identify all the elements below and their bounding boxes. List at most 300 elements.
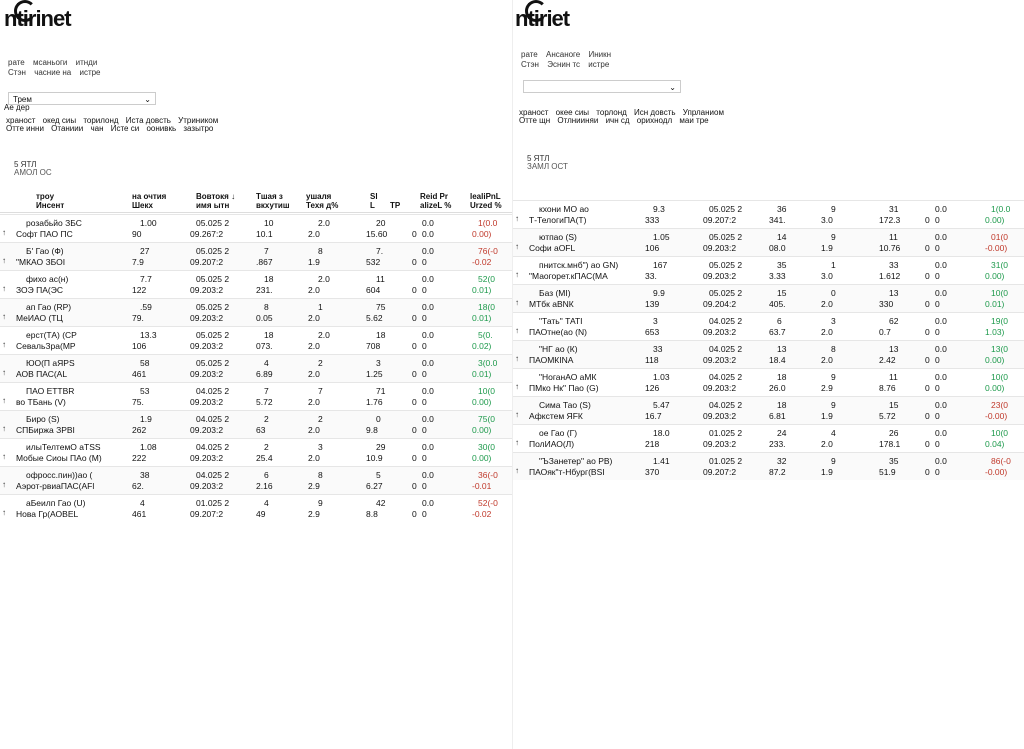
cell-c1: 1 (318, 302, 323, 312)
cell-u2: 0.01) (472, 369, 492, 379)
cell-u1: 10(0 (991, 288, 1009, 298)
tab[interactable]: торилонд (83, 116, 119, 125)
cell-n2: МеИАО (ТЦ (16, 313, 63, 323)
filter-select[interactable] (523, 80, 681, 93)
menu-item[interactable]: Стэн (521, 60, 539, 69)
cell-tp: 0 (412, 397, 417, 407)
cell-u2: -0.00) (985, 243, 1008, 253)
cell-c2: 1.9 (821, 411, 833, 421)
cell-n1: ерст(ТА) (СР (26, 330, 77, 340)
cell-q1: 6 (777, 316, 782, 326)
cell-p2: 126 (645, 383, 660, 393)
cell-t2: 09.203:2 (703, 411, 737, 421)
cell-u1: 86(-0 (991, 456, 1011, 466)
cell-n1: ое Гао (Г) (539, 428, 578, 438)
cell-q1: 10 (264, 218, 274, 228)
cell-r2: 0 (422, 369, 427, 379)
cell-q1: 36 (777, 204, 787, 214)
table-row[interactable] (513, 424, 1024, 452)
cell-q2: 63.7 (769, 327, 786, 337)
cell-n1: ютпао (S) (539, 232, 577, 242)
cell-t1: 01.025 2 (196, 498, 230, 508)
menu-item[interactable]: Иникн (588, 50, 612, 59)
up-arrow-icon: ↑ (515, 466, 519, 475)
cell-t2: 09.203:2 (190, 285, 224, 295)
menu-item[interactable]: часние на (34, 68, 72, 77)
cell-q2: 5.72 (256, 397, 273, 407)
tab[interactable]: Отаниии (51, 124, 84, 133)
cell-c2: 2.0 (821, 439, 833, 449)
cell-p1: 38 (140, 470, 150, 480)
cell-p2: 122 (132, 285, 147, 295)
cell-u1: 3(0.0 (478, 358, 498, 368)
cell-u2: 1.03) (985, 327, 1005, 337)
cell-p1: 13.3 (140, 330, 157, 340)
cell-u2: 0.02) (472, 341, 492, 351)
cell-u1: 10(0 (991, 428, 1009, 438)
cell-t1: 05.025 2 (709, 260, 743, 270)
cell-t1: 04.025 2 (709, 400, 743, 410)
cell-r1: 0.0 (422, 218, 434, 228)
cell-p1: 1.9 (140, 414, 152, 424)
cell-p2: 461 (132, 369, 147, 379)
menu-item[interactable]: мсаньоги (32, 58, 68, 67)
cell-c2: 2.0 (308, 425, 320, 435)
up-arrow-icon: ↑ (515, 326, 519, 335)
cell-r2: 0 (422, 453, 427, 463)
cell-u1: 75(0 (478, 414, 496, 424)
col-realized[interactable]: Reid Pr alizeL % (420, 192, 452, 210)
cell-n2: ПМко Нк" Пао (G) (529, 383, 599, 393)
cell-s2: 2.42 (879, 355, 896, 365)
cell-u2: 0.00) (472, 397, 492, 407)
up-arrow-icon: ↑ (515, 382, 519, 391)
tab[interactable]: маи тре (679, 116, 709, 125)
cell-c2: 2.0 (308, 313, 320, 323)
cell-r2: 0 (935, 355, 940, 365)
cell-c1: 8 (831, 344, 836, 354)
tab[interactable]: храност (519, 108, 549, 117)
cell-n2: ПАОМКINА (529, 355, 574, 365)
cell-u2: -0.00) (985, 467, 1008, 477)
table-row[interactable] (0, 354, 512, 382)
tab[interactable]: оонивкь (146, 124, 177, 133)
col-time[interactable]: Вовтокя ↓ имя ытн (196, 192, 236, 210)
table-row[interactable] (0, 298, 512, 326)
cell-t2: 09.207:2 (190, 509, 224, 519)
cell-s2: 51.9 (879, 467, 896, 477)
table-row[interactable] (0, 438, 512, 466)
cell-q1: 18 (777, 400, 787, 410)
cell-u2: 0.00) (985, 383, 1005, 393)
cell-tp: 0 (925, 327, 930, 337)
cell-p1: 18.0 (653, 428, 670, 438)
tab[interactable]: чан (90, 124, 104, 133)
cell-s2: 172.3 (879, 215, 901, 225)
cell-u2: -0.02 (472, 257, 492, 267)
cell-c2: 1.9 (308, 257, 320, 267)
up-arrow-icon: ↑ (515, 214, 519, 223)
menu-item[interactable]: Стэн (8, 68, 26, 77)
cell-p2: 218 (645, 439, 660, 449)
cell-r1: 0.0 (422, 470, 434, 480)
menu-item[interactable]: Эснин тс (547, 60, 581, 69)
cell-u1: 23(0 (991, 400, 1009, 410)
cell-tp: 0 (412, 425, 417, 435)
cell-r1: 0.0 (422, 358, 434, 368)
cell-p2: 62. (132, 481, 144, 491)
cell-c1: 0 (831, 288, 836, 298)
cell-c1: 9 (831, 456, 836, 466)
col-sl[interactable]: Sl L (370, 192, 378, 210)
cell-s2: 8.8 (366, 509, 378, 519)
cell-r1: 0.0 (935, 288, 947, 298)
sub-menu (8, 68, 107, 77)
cell-q2: 63 (256, 425, 266, 435)
cell-t2: 09.203:2 (190, 397, 224, 407)
menu-item[interactable]: истре (79, 68, 101, 77)
cell-tp: 0 (925, 439, 930, 449)
cell-t2: 09.204:2 (703, 299, 737, 309)
col-instrument[interactable]: троу Инсент (36, 192, 65, 210)
tab[interactable]: зазытро (183, 124, 214, 133)
cell-q1: 18 (777, 372, 787, 382)
cell-c1: 9 (831, 400, 836, 410)
cell-t1: 04.025 2 (709, 316, 743, 326)
cell-q1: 7 (264, 246, 269, 256)
cell-u2: 0.00) (985, 215, 1005, 225)
cell-c2: 2.0 (308, 369, 320, 379)
table-row[interactable] (0, 270, 512, 298)
cell-c2: 2.0 (821, 355, 833, 365)
cell-q1: 18 (264, 274, 274, 284)
col-pct[interactable]: ушаля Техя д% (306, 192, 339, 210)
cell-c1: 9 (831, 372, 836, 382)
cell-q2: 87.2 (769, 467, 786, 477)
cell-s2: 8.76 (879, 383, 896, 393)
menu-item[interactable]: рате (521, 50, 538, 59)
cell-t2: 09.203:2 (703, 383, 737, 393)
cell-t1: 05.025 2 (196, 358, 230, 368)
cell-u1: 13(0 (991, 344, 1009, 354)
cell-q1: 24 (777, 428, 787, 438)
menu-item[interactable]: рате (8, 58, 25, 67)
table-row[interactable] (0, 214, 512, 242)
cell-s2: 604 (366, 285, 381, 295)
cell-c2: 2.0 (821, 299, 833, 309)
table-row[interactable] (0, 242, 512, 270)
cell-p1: 7.7 (140, 274, 152, 284)
cell-u2: 0.01) (472, 285, 492, 295)
cell-c2: 2.0 (308, 397, 320, 407)
table-row[interactable] (513, 312, 1024, 340)
cell-c1: 9 (831, 204, 836, 214)
cell-q1: 2 (264, 442, 269, 452)
cell-t1: 04.025 2 (196, 386, 230, 396)
cell-s1: 20 (376, 218, 386, 228)
cell-q1: 2 (264, 414, 269, 424)
cell-s2: 15.60 (366, 229, 388, 239)
cell-q2: 0.05 (256, 313, 273, 323)
cell-c2: 2.0 (308, 341, 320, 351)
cell-r1: 0.0 (422, 246, 434, 256)
cell-p2: 262 (132, 425, 147, 435)
tab[interactable]: Исте си (110, 124, 140, 133)
up-arrow-icon: ↑ (515, 354, 519, 363)
table-row[interactable] (513, 396, 1024, 424)
top-menu (8, 58, 103, 67)
cell-r2: 0.0 (422, 229, 434, 239)
cell-n1: розабьйо ЗБС (26, 218, 82, 228)
cell-n2: Софи аОFL (529, 243, 576, 253)
cell-c1: 9 (831, 232, 836, 242)
cell-c2: 2.0 (821, 327, 833, 337)
tab[interactable]: ичн сд (605, 116, 630, 125)
position-count: 5 ЯТЛ (527, 154, 550, 163)
cell-p1: 33 (653, 344, 663, 354)
table-row[interactable] (0, 410, 512, 438)
menu-item[interactable]: истре (588, 60, 610, 69)
cell-s2: 1.25 (366, 369, 383, 379)
cell-q2: 231. (256, 285, 273, 295)
col-qty[interactable]: Тшая з вкхутиш (256, 192, 290, 210)
cell-n2: ПАОтне(ао (N) (529, 327, 587, 337)
cell-p1: .59 (140, 302, 152, 312)
cell-t2: 09.203:2 (703, 243, 737, 253)
table-row[interactable] (0, 382, 512, 410)
cell-tp: 0 (412, 229, 417, 239)
cell-n2: "МКАО ЗБОI (16, 257, 66, 267)
cell-n1: ПАО ЕТТВR (26, 386, 75, 396)
cell-r2: 0 (935, 299, 940, 309)
tab[interactable]: Иста довсть (125, 116, 171, 125)
sort-down-icon: ↓ (231, 192, 236, 201)
table-row[interactable] (513, 452, 1024, 480)
cell-n2: АОВ ПАС(АL (16, 369, 68, 379)
cell-s2: 10.76 (879, 243, 901, 253)
cell-t2: 09.207:2 (703, 215, 737, 225)
cell-tp: 0 (925, 215, 930, 225)
cell-p2: 106 (645, 243, 660, 253)
cell-p1: 53 (140, 386, 150, 396)
cell-s1: 13 (889, 288, 899, 298)
cell-s1: 7. (376, 246, 384, 256)
cell-q2: 405. (769, 299, 786, 309)
cell-p2: 16.7 (645, 411, 662, 421)
cell-r2: 0 (422, 509, 427, 519)
position-count-sub: ЗАМЛ ОСТ (527, 162, 568, 171)
tab[interactable]: орихнодл (636, 116, 673, 125)
cell-n2: СПБиржа ЗРВI (16, 425, 75, 435)
cell-tp: 0 (412, 481, 417, 491)
cell-r2: 0 (422, 341, 427, 351)
menu-item[interactable]: Ансаноге (545, 50, 581, 59)
cell-n2: ЗОЭ ПА(ЭС (16, 285, 63, 295)
cell-t2: 09.203:2 (190, 313, 224, 323)
table-row[interactable] (513, 368, 1024, 396)
sub-menu (521, 60, 615, 69)
filter-select[interactable]: Трем ⌄ (8, 92, 156, 105)
up-arrow-icon: ↑ (2, 368, 6, 377)
cell-s1: 62 (889, 316, 899, 326)
cell-p2: 106 (132, 341, 147, 351)
table-row[interactable] (0, 326, 512, 354)
tab[interactable]: Утриником (178, 116, 219, 125)
cell-r2: 0 (935, 271, 940, 281)
cell-c1: 2 (318, 358, 323, 368)
cell-q1: 35 (777, 260, 787, 270)
cell-q2: 10.1 (256, 229, 273, 239)
cell-p2: 79. (132, 313, 144, 323)
cell-n1: "НоганАО аМК (539, 372, 597, 382)
cell-u2: 0.00) (985, 271, 1005, 281)
cell-t2: 09.203:2 (703, 271, 737, 281)
up-arrow-icon: ↑ (2, 228, 6, 237)
cell-u1: 19(0 (991, 316, 1009, 326)
cell-u2: -0.01 (472, 481, 492, 491)
cell-t1: 05.025 2 (196, 218, 230, 228)
up-arrow-icon: ↑ (2, 424, 6, 433)
cell-t2: 09.267:2 (190, 229, 224, 239)
cell-p1: 5.47 (653, 400, 670, 410)
cell-n1: илыТелтемО аТSS (26, 442, 101, 452)
cell-r2: 0 (422, 425, 427, 435)
cell-p1: 167 (653, 260, 668, 270)
cell-n2: Афкстем ЯFК (529, 411, 583, 421)
cell-n1: Б' Гао (Ф) (26, 246, 64, 256)
cell-tp: 0 (412, 313, 417, 323)
cell-q1: 4 (264, 498, 269, 508)
cell-t1: 05.025 2 (196, 302, 230, 312)
cell-s1: 75 (376, 302, 386, 312)
cell-r1: 0.0 (935, 372, 947, 382)
cell-n1: аБеилп Гао (U) (26, 498, 86, 508)
cell-t2: 09.203:2 (190, 453, 224, 463)
cell-c2: 3.0 (821, 215, 833, 225)
tab[interactable]: Упрланиом (682, 108, 724, 117)
cell-r2: 0 (935, 467, 940, 477)
table-row[interactable] (0, 466, 512, 494)
tab[interactable]: храност (6, 116, 36, 125)
cell-tp: 0 (412, 285, 417, 295)
cell-q2: 6.89 (256, 369, 273, 379)
cell-p2: 7.9 (132, 257, 144, 267)
tab[interactable]: Отте щн (519, 116, 551, 125)
cell-n1: ап Гао (RP) (26, 302, 72, 312)
cell-s1: 0 (376, 414, 381, 424)
cell-q2: 3.33 (769, 271, 786, 281)
cell-n2: Нова Гр(АОВЕL (16, 509, 79, 519)
cell-s2: 5.72 (879, 411, 896, 421)
table-row[interactable] (513, 200, 1024, 228)
cell-c2: 2.0 (308, 453, 320, 463)
col-price[interactable]: на очтия Шекх (132, 192, 167, 210)
cell-c1: 1 (831, 260, 836, 270)
cell-c2: 3.0 (821, 271, 833, 281)
cell-s1: 5 (376, 470, 381, 480)
cell-t1: 04.025 2 (196, 470, 230, 480)
cell-n2: "Маогорет.кПАС(МА (529, 271, 608, 281)
tab[interactable]: Отлнииняи (557, 116, 599, 125)
up-arrow-icon: ↑ (515, 410, 519, 419)
tab[interactable]: торлонд (596, 108, 627, 117)
table-row[interactable] (513, 256, 1024, 284)
cell-n1: "НГ ао (К) (539, 344, 578, 354)
cell-tp: 0 (925, 355, 930, 365)
cell-p2: 90 (132, 229, 142, 239)
cell-u1: 1(0.0 (991, 204, 1011, 214)
cell-tp: 0 (925, 243, 930, 253)
app-logo[interactable]: ntiriet (515, 6, 569, 32)
up-arrow-icon: ↑ (515, 298, 519, 307)
up-arrow-icon: ↑ (2, 508, 6, 517)
cell-r2: 0 (422, 285, 427, 295)
table-row[interactable] (0, 494, 512, 522)
table-row[interactable] (513, 228, 1024, 256)
cell-r1: 0.0 (422, 414, 434, 424)
cell-u1: 01(0 (991, 232, 1009, 242)
cell-p1: 1.41 (653, 456, 670, 466)
cell-s1: 11 (889, 232, 898, 242)
cell-c2: 1.9 (821, 243, 833, 253)
cell-c2: 2.9 (308, 509, 320, 519)
cell-n1: Биро (S) (26, 414, 60, 424)
cell-n2: Мобые Сиоы ПАо (М) (16, 453, 102, 463)
col-unrealized[interactable]: lealiPnL Urzed % (470, 192, 502, 210)
tab[interactable]: окее сиы (555, 108, 590, 117)
cell-p2: 33. (645, 271, 657, 281)
cell-s1: 35 (889, 456, 899, 466)
cell-r1: 0.0 (422, 274, 434, 284)
up-arrow-icon: ↑ (2, 284, 6, 293)
cell-s2: 5.62 (366, 313, 383, 323)
app-logo[interactable]: ntirinet (4, 6, 71, 32)
cell-t2: 09.203:2 (190, 341, 224, 351)
cell-n1: пнитск.мнб") ао GN) (539, 260, 619, 270)
cell-u2: 0.01) (472, 313, 492, 323)
cell-c1: 2.0 (318, 274, 330, 284)
cell-t2: 09.207:2 (703, 467, 737, 477)
cell-p1: 1.00 (140, 218, 157, 228)
cell-c1: 7 (318, 386, 323, 396)
cell-q1: 13 (777, 344, 787, 354)
menu-item[interactable]: итнди (75, 58, 98, 67)
up-arrow-icon: ↑ (515, 242, 519, 251)
cell-c1: 8 (318, 470, 323, 480)
cell-c2: 2.0 (308, 229, 320, 239)
cell-p2: 333 (645, 215, 660, 225)
cell-u1: 18(0 (478, 302, 496, 312)
table-row[interactable] (513, 284, 1024, 312)
cell-c1: 4 (831, 428, 836, 438)
cell-s2: 178.1 (879, 439, 901, 449)
cell-s2: 532 (366, 257, 381, 267)
up-arrow-icon: ↑ (2, 452, 6, 461)
tab[interactable]: Исн довсть (634, 108, 676, 117)
right-portfolio-panel (512, 0, 1024, 749)
position-count: 5 ЯТЛ (14, 160, 37, 169)
col-tp[interactable]: TP (390, 201, 401, 210)
cell-n1: "ЪЗанетер" ао РВ) (539, 456, 613, 466)
cell-u2: -0.00) (985, 411, 1008, 421)
tab[interactable]: Отте инни (6, 124, 44, 133)
tab-bar-secondary (519, 116, 714, 125)
cell-q1: 7 (264, 386, 269, 396)
table-row[interactable] (513, 340, 1024, 368)
cell-p1: 1.03 (653, 372, 670, 382)
cell-q1: 4 (264, 358, 269, 368)
tab[interactable]: окед сиы (42, 116, 77, 125)
